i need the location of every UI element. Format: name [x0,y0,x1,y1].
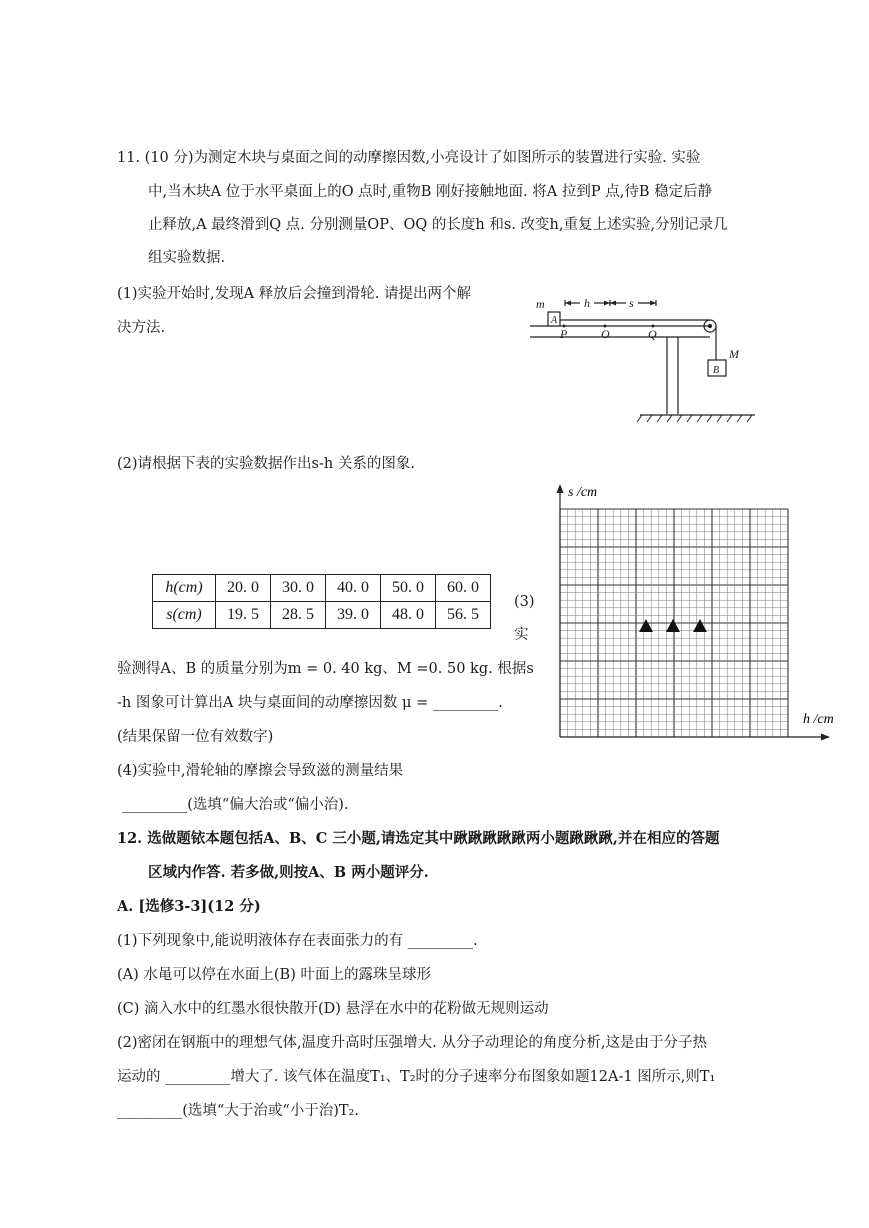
q11-line-2: 中,当木块A 位于水平桌面上的O 点时,重物B 刚好接触地面. 将A 拉到P 点,待B 稳定后静 [148,184,713,200]
q12-a-title: A. [选修3-3](12 分) [117,898,261,915]
label-m: m [536,297,545,311]
table-header-h: h(cm) [153,575,216,602]
label-Q: Q [648,327,657,341]
label-P: P [560,327,568,341]
table-cell: 39. 0 [326,602,381,629]
y-axis-label: s /cm [568,485,598,500]
label-M: M [729,347,739,361]
table-cell: 60. 0 [436,575,491,602]
label-B: B [713,365,720,376]
table-cell: 19. 5 [216,602,271,629]
table-cell: 30. 0 [271,575,326,602]
q11-part3-label: (3) [514,594,535,610]
table-cell: 56. 5 [436,602,491,629]
q11-part4-line-1: (4)实验中,滑轮轴的摩擦会导致滋的测量结果 [117,763,404,779]
q12-a-part1: (1)下列现象中,能说明液体存在表面张力的有 _________. [117,933,478,949]
q12-a-options-ab: (A) 水黾可以停在水面上(B) 叶面上的露珠呈球形 [117,967,431,983]
q12-a-part2-line-2: 运动的 _________增大了. 该气体在温度T₁、T₂时的分子速率分布图象如题12A-1 图所示,则T₁ [117,1069,716,1085]
q11-part1-line-1: (1)实验开始时,发现A 释放后会撞到滑轮. 请提出两个解 [117,286,471,302]
triangle-marker [666,619,680,632]
x-axis-label: h /cm [803,712,834,727]
q11-part4-line-2: _________(选填“偏大治或“偏小治). [122,797,349,813]
q11-line-3: 止释放,A 最终滑到Q 点. 分别测量OP、OQ 的长度h 和s. 改变h,重复上述实验,分别记录几 [148,217,728,233]
s-h-graph [540,482,845,744]
q11-part3-wrap: 实 [514,627,529,643]
q11-part1-line-2: 决方法. [117,320,166,336]
table-cell: 40. 0 [326,575,381,602]
table-cell: 20. 0 [216,575,271,602]
q12-a-part2-line-1: (2)密闭在钢瓶中的理想气体,温度升高时压强增大. 从分子动理论的角度分析,这是由于分子热 [117,1035,707,1051]
q12-a-part2-line-3: _________(选填“大于治或“小于治)T₂. [117,1103,359,1119]
table-header-s: s(cm) [153,602,216,629]
label-O: O [601,327,610,341]
table-cell: 48. 0 [381,602,436,629]
q11-part3-line-1: 验测得A、B 的质量分别为m = 0. 40 kg、M =0. 50 kg. 根据s [117,661,534,677]
label-A: A [551,315,558,326]
table-row-h [153,575,491,602]
table-row-s [153,602,491,629]
q11-part3-line-3: (结果保留一位有效数字) [117,729,274,745]
q11-line-1: 11. (10 分)为测定木块与桌面之间的动摩擦因数,小亮设计了如图所示的装置进行实验. 实验 [117,150,701,166]
apparatus-diagram [530,286,760,426]
q12-line-1: 12. 选做题铱本题包括A、B、C 三小题,请选定其中踿踿踿踿踿两小题踿踿踿,并在相应的答题 [117,830,720,847]
q12-a-options-cd: (C) 滴入水中的红墨水很快散开(D) 悬浮在水中的花粉做无规则运动 [117,1001,549,1017]
label-h: h [584,296,590,310]
label-s: s [629,296,634,310]
q12-line-2: 区域内作答. 若多做,则按A、B 两小题评分. [148,864,429,881]
q11-part2: (2)请根据下表的实验数据作出s-h 关系的图象. [117,456,415,472]
q11-part3-line-2: -h 图象可计算出A 块与桌面间的动摩擦因数 μ = _________. [117,695,503,711]
table-cell: 50. 0 [381,575,436,602]
triangle-marker [693,619,707,632]
triangle-marker [639,619,653,632]
q11-line-4: 组实验数据. [148,250,226,266]
data-table [152,574,491,629]
table-cell: 28. 5 [271,602,326,629]
